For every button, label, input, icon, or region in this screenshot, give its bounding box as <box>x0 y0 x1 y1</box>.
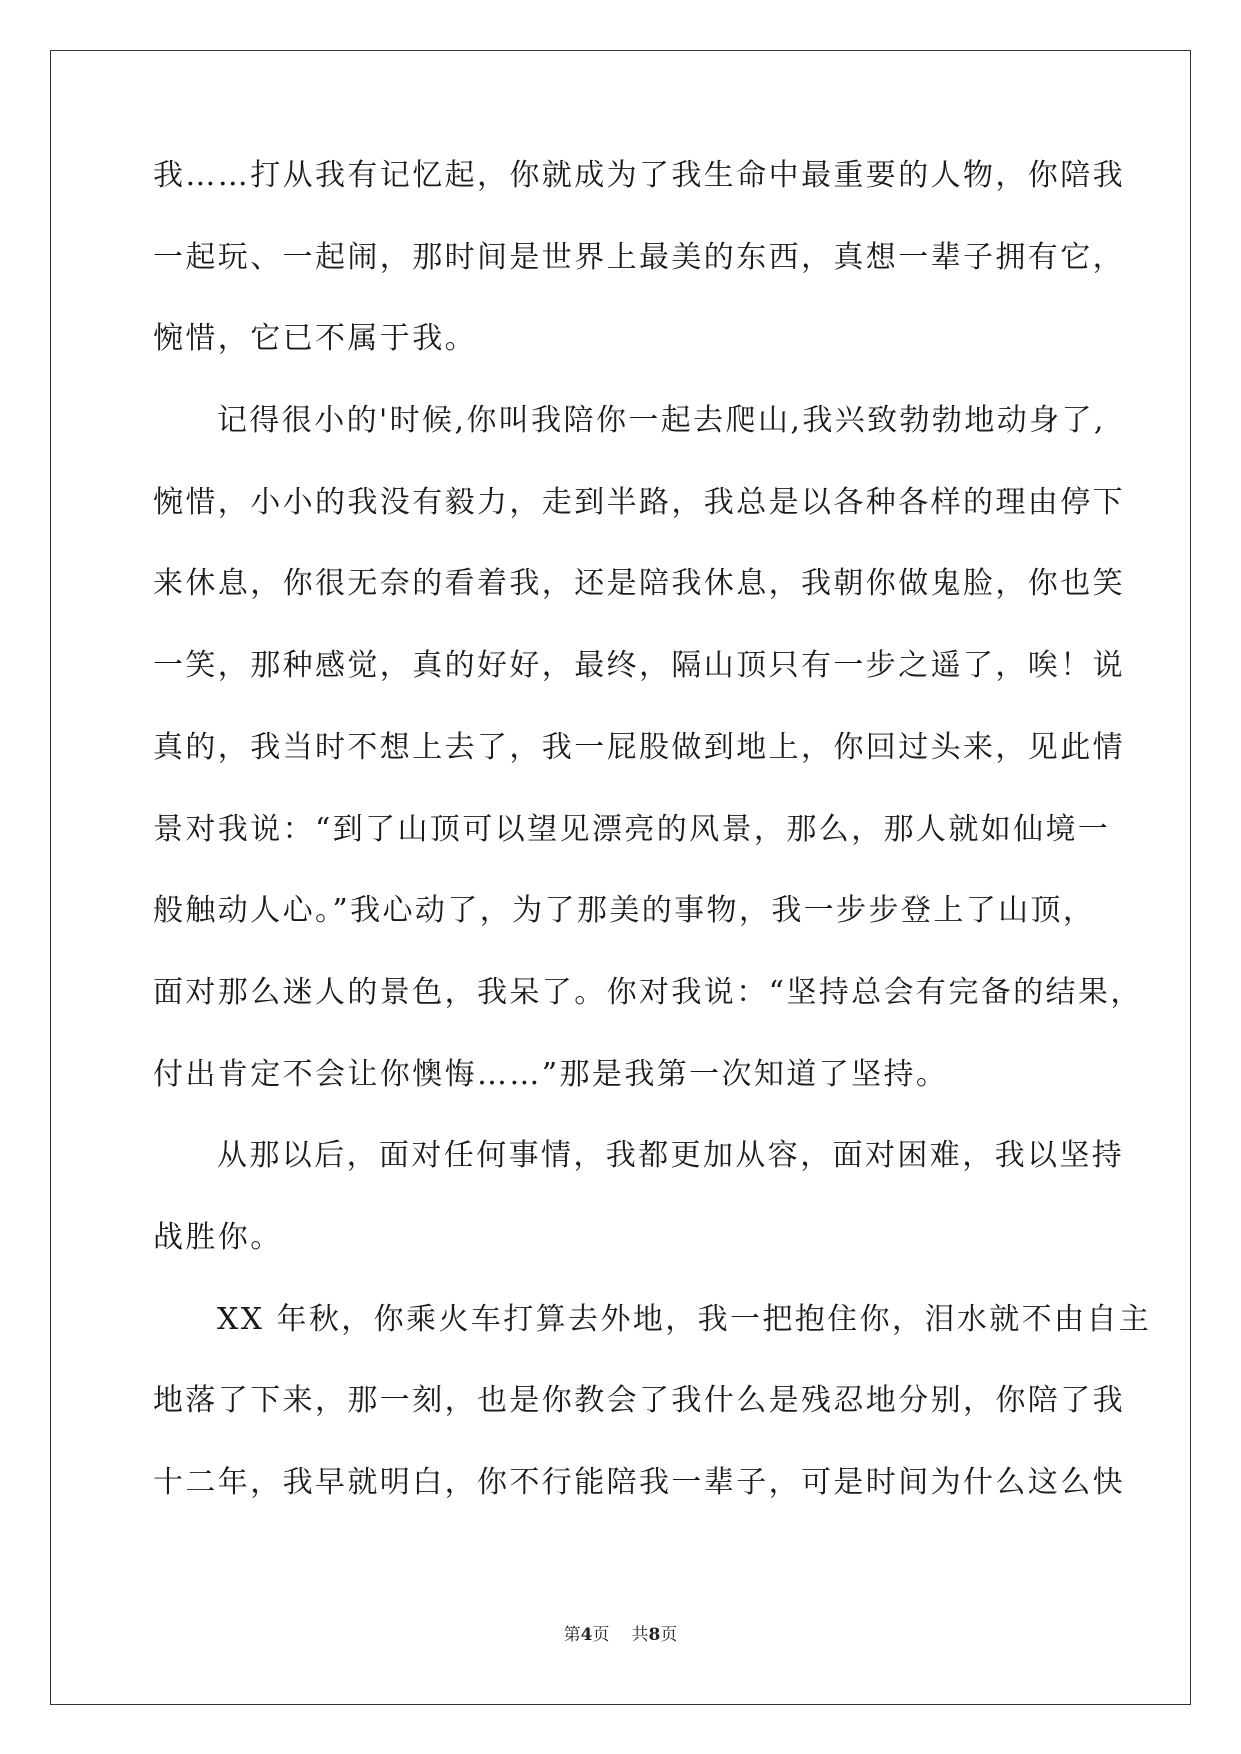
text-line: 面对那么迷人的景色，我呆了。你对我说：“坚持总会有完备的结果， <box>153 974 1143 1010</box>
text-line: 战胜你。 <box>153 1219 283 1255</box>
text-line: 一笑，那种感觉，真的好好，最终，隔山顶只有一步之遥了，唉！说 <box>153 648 1125 684</box>
document-body <box>153 158 1152 1549</box>
text-line: 我……打从我有记忆起，你就成为了我生命中最重要的人物，你陪我 <box>153 158 1125 193</box>
paragraph-start-line: XX 年秋，你乘火车打算去外地，我一把抱住你，泪水就不由自主 <box>217 1301 1152 1337</box>
page-suffix: 页 <box>592 1625 610 1645</box>
text-line: 来休息，你很无奈的看着我，还是陪我休息，我朝你做鬼脸，你也笑 <box>153 566 1125 602</box>
text-line: 一起玩、一起闹，那时间是世界上最美的东西，真想一辈子拥有它， <box>153 239 1125 275</box>
page-prefix: 第 <box>563 1625 581 1645</box>
total-pages: 8 <box>648 1625 661 1645</box>
text-line: 真的，我当时不想上去了，我一屁股做到地上，你回过头来，见此情 <box>153 729 1125 765</box>
paragraph-start-line: 从那以后，面对任何事情，我都更加从容，面对困难，我以坚持 <box>217 1138 1125 1174</box>
text-line: 惋惜，小小的我没有毅力，走到半路，我总是以各种各样的理由停下 <box>153 484 1125 520</box>
text-line: 景对我说：“到了山顶可以望见漂亮的风景，那么，那人就如仙境一 <box>153 811 1111 847</box>
page-number: 4 <box>580 1625 593 1645</box>
text-line: 般触动人心。”我心动了，为了那美的事物，我一步步登上了山顶， <box>153 893 1096 929</box>
page-footer <box>0 1620 1241 1645</box>
text-line: 地落了下来，那一刻，也是你教会了我什么是残忍地分别，你陪了我 <box>153 1383 1125 1419</box>
paragraph-start-line: 记得很小的'时候,你叫我陪你一起去爬山,我兴致勃勃地动身了, <box>217 403 1106 439</box>
total-prefix: 共 <box>631 1625 649 1645</box>
total-suffix: 页 <box>660 1625 678 1645</box>
text-line: 惋惜，它已不属于我。 <box>153 321 477 357</box>
text-line: 付出肯定不会让你懊悔……”那是我第一次知道了坚持。 <box>153 1056 949 1092</box>
text-line: 十二年，我早就明白，你不行能陪我一辈子，可是时间为什么这么快 <box>153 1465 1125 1500</box>
